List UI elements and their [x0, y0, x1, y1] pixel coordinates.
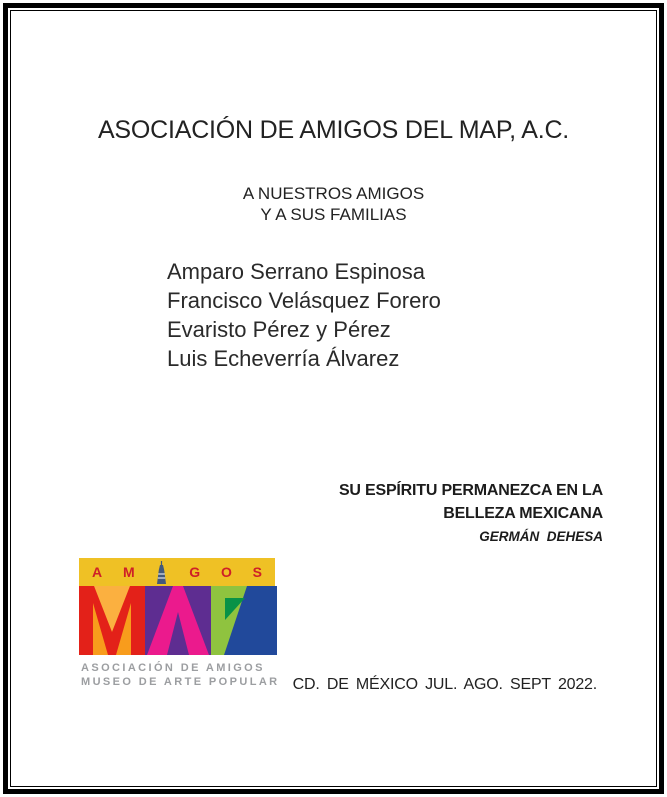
banner-letter: M — [122, 564, 135, 580]
honoree-name: Amparo Serrano Espinosa — [167, 259, 426, 284]
footer-date: CD. DE MÉXICO JUL. AGO. SEPT 2022. — [292, 676, 597, 693]
honorees-list — [167, 257, 441, 373]
page-title: ASOCIACIÓN DE AMIGOS DEL MAP, A.C. — [97, 116, 570, 144]
logo-caption-line-1: ASOCIACIÓN DE AMIGOS — [81, 662, 265, 674]
honoree-name: Francisco Velásquez Forero — [167, 288, 441, 313]
logo-amigos-banner — [79, 558, 275, 586]
dedication-line-2: Y A SUS FAMILIAS — [260, 204, 407, 224]
logo-letter-a — [145, 586, 211, 655]
quote-line-1: SU ESPÍRITU PERMANEZCA EN LA — [338, 482, 603, 499]
map-tower-icon — [155, 561, 168, 584]
logo-caption — [81, 661, 280, 689]
memorial-quote — [339, 479, 603, 548]
honoree-name: Luis Echeverría Álvarez — [167, 346, 400, 371]
banner-letter: S — [252, 564, 262, 580]
logo-caption-line-2: MUSEO DE ARTE POPULAR — [81, 676, 280, 688]
dedication-line-1: A NUESTROS AMIGOS — [242, 184, 425, 203]
quote-attribution: GERMÁN DEHESA — [479, 529, 603, 544]
quote-line-2: BELLEZA MEXICANA — [443, 505, 603, 522]
honoree-name: Evaristo Pérez y Pérez — [167, 317, 391, 342]
banner-letter: O — [220, 564, 232, 580]
logo-map-blocks — [79, 586, 277, 655]
logo-letter-p — [211, 586, 277, 655]
logo-letter-m — [79, 586, 145, 655]
banner-letter: A — [92, 564, 103, 580]
banner-letter: G — [189, 564, 201, 580]
dedication-text — [0, 184, 667, 225]
